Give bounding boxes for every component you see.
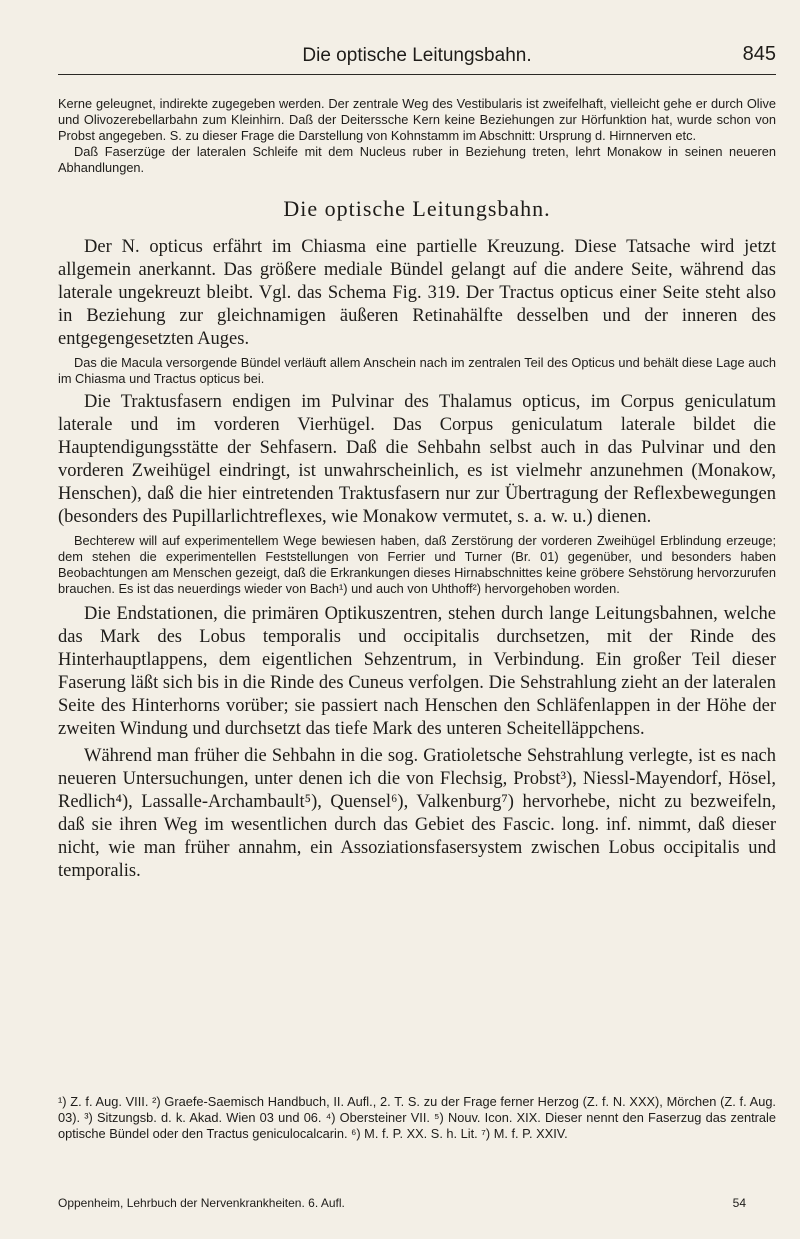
intro-paragraph-2: Daß Faserzüge der lateralen Schleife mit dem Nucleus ruber in Beziehung treten, lehrt Monakow in seinen neueren Abhandlungen. xyxy=(58,144,776,175)
section-heading: Die optische Leitungsbahn. xyxy=(283,196,551,221)
page-number: 845 xyxy=(742,43,776,65)
small-paragraph-2: Bechterew will auf experimentellem Wege bewiesen haben, daß Zerstörung der vorderen Zweihügel Erblindung erzeuge; dem stehen die experimentellen Feststellungen von Ferrier und Turner (Br. 01) gegenüber, und besonders haben Beobachtungen am Menschen gezeigt, daß die Erkrankungen dieses Hirnabschnittes keine gröbere Sehstörung hervorzurufen brauchen. Es ist das neuerdings wieder von Bach¹) und auch von Uhthoff²) hervorgehoben worden. xyxy=(58,533,776,596)
book-page xyxy=(58,0,776,1239)
page-footer xyxy=(58,1196,776,1216)
footer-citation: Oppenheim, Lehrbuch der Nervenkrankheiten. 6. Aufl. xyxy=(58,1196,345,1210)
running-title: Die optische Leitungsbahn. xyxy=(302,45,532,66)
signature-number: 54 xyxy=(732,1196,746,1210)
footnote-text: ¹) Z. f. Aug. VIII. ²) Graefe-Saemisch Handbuch, II. Aufl., 2. T. S. zu der Frage ferner Herzog (Z. f. N. XXX), Mörchen (Z. f. Aug. 03). ³) Sitzungsb. d. k. Akad. Wien 03 und 06. ⁴) Obersteiner VII. ⁵) Nouv. Icon. XIX. Dieser nennt den Faserzug das zentrale optische Bündel oder den Tractus geniculocalcarin. ⁶) M. f. P. XX. S. h. Lit. ⁷) M. f. P. XXIV. xyxy=(58,1094,776,1141)
body-paragraph-1: Der N. opticus erfährt im Chiasma eine partielle Kreuzung. Diese Tatsache wird jetzt allgemein anerkannt. Das größere mediale Bündel gelangt auf die andere Seite, während das laterale ungekreuzt bleibt. Vgl. das Schema Fig. 319. Der Tractus opticus einer Seite steht also in Beziehung zur gleichnamigen äußeren Retinahälfte desselben und der inneren des entgegengesetzten Auges. xyxy=(58,237,776,349)
intro-paragraph-1: Kerne geleugnet, indirekte zugegeben werden. Der zentrale Weg des Vestibularis ist zweifelhaft, vielleicht gehe er durch Olive und Olivozerebellarbahn zum Kleinhirn. Daß der Deiterssche Kern keine Beziehungen zur Hörfunktion hat, wurde schon von Probst angegeben. S. zu dieser Frage die Darstellung von Kohnstamm im Abschnitt: Ursprung d. Hirnnerven etc. xyxy=(58,96,776,143)
body-paragraph-4: Während man früher die Sehbahn in die sog. Gratioletsche Sehstrahlung verlegte, ist es nach neueren Untersuchungen, unter denen ich die von Flechsig, Probst³), Niessl-Mayendorf, Hösel, Redlich⁴), Lassalle-Archambault⁵), Quensel⁶), Valkenburg⁷) hervorhebe, nicht zu bezweifeln, daß sie ihren Weg im wesentlichen durch das Gebiet des Fascic. long. inf. nimmt, daß dieser nicht, wie man früher annahm, ein Assoziationsfasersystem zwischen Lobus occipitalis und temporalis. xyxy=(58,746,776,881)
body-paragraph-3: Die Endstationen, die primären Optikuszentren, stehen durch lange Leitungsbahnen, welche das Mark des Lobus temporalis und occipitalis durchsetzen, mit der Rinde des Hinterhauptlappens, dem eigentlichen Sehzentrum, in Verbindung. Ein großer Teil dieser Faserung läßt sich bis in die Rinde des Cuneus verfolgen. Die Sehstrahlung zieht an der lateralen Seite des Hinterhorns vorüber; sie passiert nach Henschen den Schläfenlappen in der Höhe der zweiten Windung und durchsetzt das tiefe Mark des unteren Scheitelläppchens. xyxy=(58,604,776,739)
header-rule xyxy=(58,74,776,75)
body-paragraph-2: Die Traktusfasern endigen im Pulvinar des Thalamus opticus, im Corpus geniculatum laterale und im vorderen Vierhügel. Das Corpus geniculatum laterale bildet die Hauptendigungsstätte der Sehfasern. Daß die Sehbahn selbst auch in das Pulvinar und den vorderen Zweihügel eindringt, ist unwahrscheinlich, es ist vielmehr anzunehmen (Monakow, Henschen), daß die hier eintretenden Traktusfasern nur zur Übertragung der Reflexbewegungen (besonders des Pupillarlichtreflexes, wie Monakow vermutet, s. a. w. u.) dienen. xyxy=(58,392,776,527)
page-body xyxy=(58,96,776,883)
footnotes xyxy=(58,1094,776,1142)
small-paragraph-1: Das die Macula versorgende Bündel verläuft allem Anschein nach im zentralen Teil des Opticus und behält diese Lage auch im Chiasma und Tractus opticus bei. xyxy=(58,355,776,386)
running-header xyxy=(58,40,776,70)
